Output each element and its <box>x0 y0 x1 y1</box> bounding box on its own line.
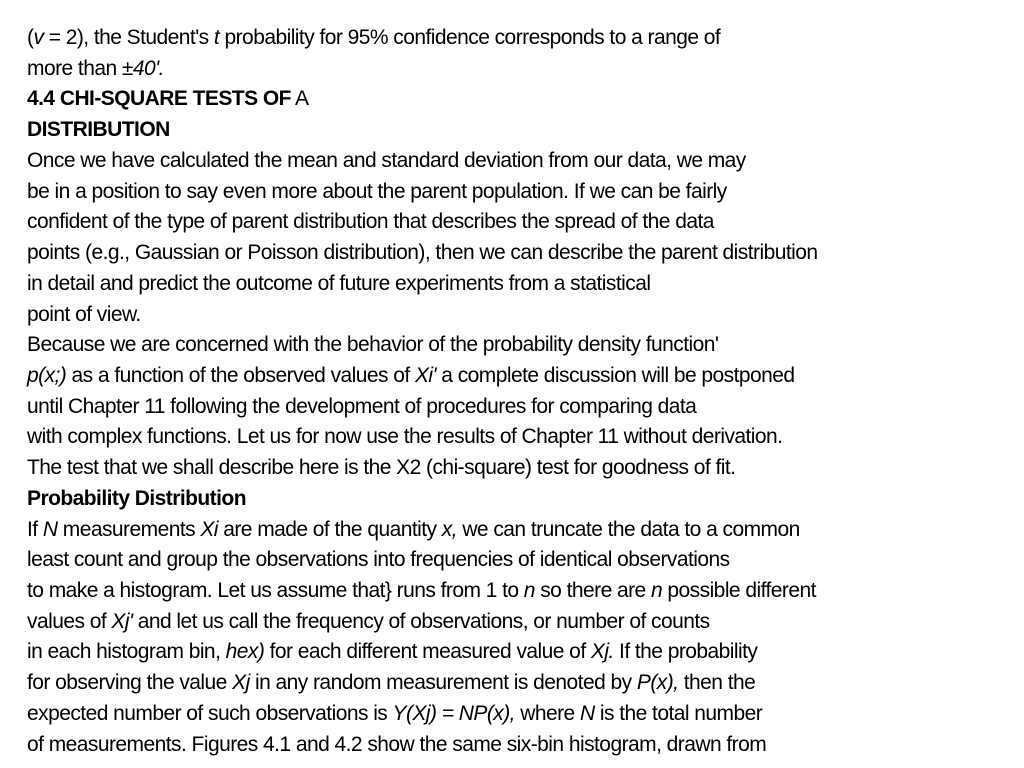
heading-text: 4.4 CHI-SQUARE TESTS OF <box>27 87 291 110</box>
text-span: of measurements. Figures 4.1 and 4.2 show the same six-bin histogram, drawn from <box>27 733 767 756</box>
text-span: Xi <box>200 518 218 541</box>
text-span: so there are <box>534 579 651 602</box>
text-line <box>27 269 650 299</box>
text-span: in any random measurement is denoted by <box>249 671 637 694</box>
text-span: Xj' <box>111 610 133 633</box>
text-span: The test that we shall describe here is the X2 (chi-square) test for goodness of fit. <box>27 456 736 479</box>
section-heading-continued <box>27 115 170 145</box>
text-span: point of view. <box>27 303 141 326</box>
heading-text: DISTRIBUTION <box>27 118 170 141</box>
text-span: ±40'. <box>121 57 164 80</box>
text-span: Xi' <box>414 364 436 387</box>
subsection-heading <box>27 484 246 514</box>
text-span: measurements <box>57 518 201 541</box>
text-span: = 2), the Student's <box>43 26 214 49</box>
text-line <box>27 23 720 53</box>
text-line <box>27 637 757 667</box>
text-span: in detail and predict the outcome of future experiments from a statistical <box>27 272 651 295</box>
text-span: in each histogram bin, <box>27 640 226 663</box>
text-line <box>27 392 696 422</box>
text-span: Once we have calculated the mean and standard deviation from our data, we may <box>27 149 746 172</box>
text-span: we can truncate the data to a common <box>457 518 800 541</box>
text-line <box>27 54 164 84</box>
text-line <box>27 668 755 698</box>
text-span: n <box>523 579 535 602</box>
text-span: N <box>579 702 595 725</box>
text-span: least count and group the observations into frequencies of identical observations <box>27 548 730 571</box>
text-line <box>27 330 718 360</box>
section-heading <box>27 84 308 114</box>
text-line <box>27 730 766 760</box>
text-line <box>27 300 141 330</box>
text-span: If the probability <box>613 640 758 663</box>
text-span: possible different <box>662 579 816 602</box>
text-line <box>27 576 816 606</box>
text-span: Xj <box>232 671 250 694</box>
text-span: v <box>33 26 44 49</box>
text-line <box>27 515 800 545</box>
text-span: as a function of the observed values of <box>66 364 415 387</box>
heading-text: Probability Distribution <box>27 487 246 510</box>
text-span: p(x;) <box>27 364 67 387</box>
text-span: x, <box>441 518 458 541</box>
text-span: and let us call the frequency of observations, or number of counts <box>132 610 710 633</box>
text-line <box>27 607 710 637</box>
text-span: until Chapter 11 following the development of procedures for comparing data <box>27 395 697 418</box>
text-span: expected number of such observations is <box>27 702 393 725</box>
text-span: confident of the type of parent distribution that describes the spread of the data <box>27 210 714 233</box>
text-span: n <box>650 579 663 602</box>
text-span: with complex functions. Let us for now use the results of Chapter 11 without derivation. <box>27 425 783 448</box>
text-span: for each different measured value of <box>264 640 591 663</box>
text-line <box>27 177 727 207</box>
text-span: Because we are concerned with the behavior of the probability density function' <box>27 333 719 356</box>
text-span: If <box>27 518 43 541</box>
text-span: hex) <box>225 640 265 663</box>
text-span: t <box>213 26 220 49</box>
text-span: A <box>290 87 309 110</box>
text-line <box>27 207 714 237</box>
text-line <box>27 146 746 176</box>
text-span: is the total number <box>594 702 763 725</box>
text-line <box>27 699 762 729</box>
text-span: then the <box>678 671 756 694</box>
text-span: Xj. <box>590 640 614 663</box>
text-span: Y(Xj) = NP(x), <box>392 702 515 725</box>
text-line <box>27 453 735 483</box>
text-span: be in a position to say even more about the parent population. If we can be fairly <box>27 180 727 203</box>
text-line <box>27 422 782 452</box>
text-line <box>27 361 795 391</box>
text-span: are made of the quantity <box>217 518 442 541</box>
text-span: a complete discussion will be postponed <box>436 364 795 387</box>
text-span: more than <box>27 57 122 80</box>
text-span: to make a histogram. Let us assume that} runs from 1 to <box>27 579 524 602</box>
text-span: N <box>42 518 58 541</box>
text-span: points (e.g., Gaussian or Poisson distribution), then we can describe the parent distribution <box>27 241 818 264</box>
text-span: P(x), <box>636 671 679 694</box>
text-line <box>27 238 817 268</box>
text-span: where <box>514 702 580 725</box>
text-span: for observing the value <box>27 671 233 694</box>
text-span: probability for 95% confidence corresponds to a range of <box>219 26 721 49</box>
text-span: ( <box>27 26 34 49</box>
text-span: values of <box>27 610 112 633</box>
text-line <box>27 545 730 575</box>
